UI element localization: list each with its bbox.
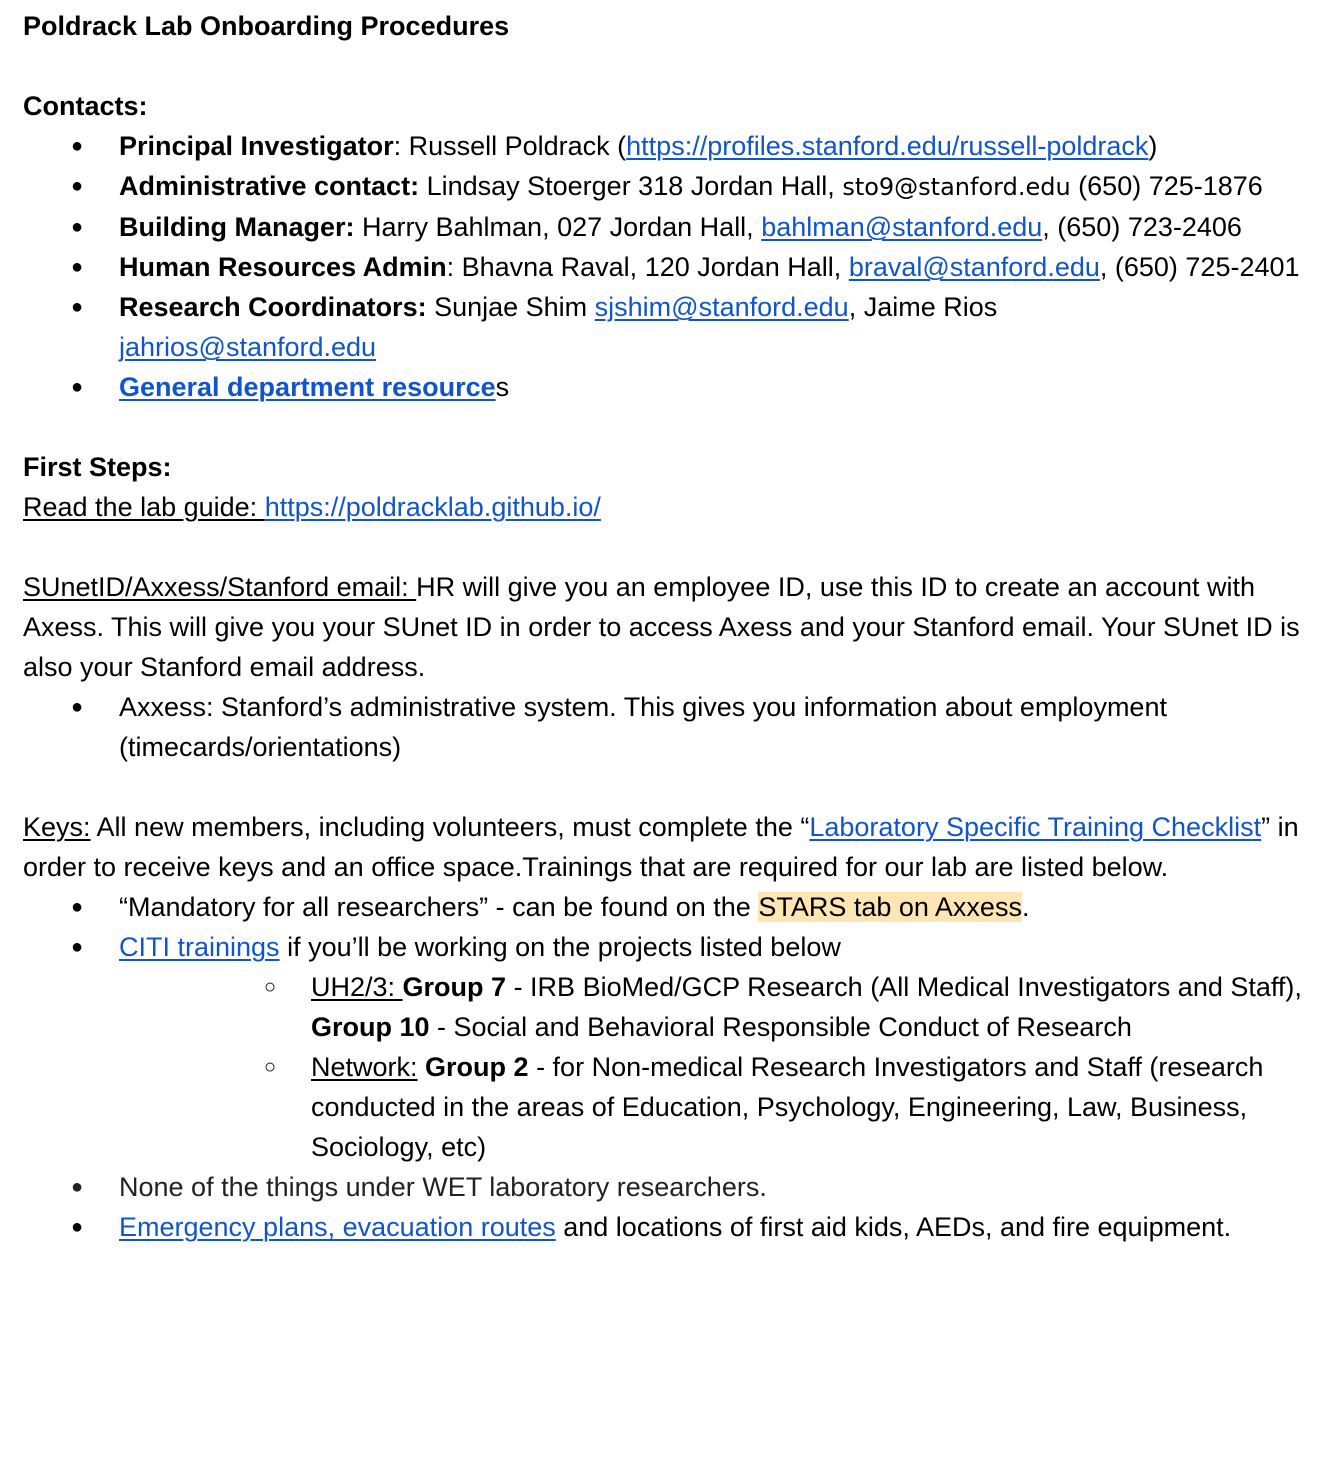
contact-admin (23, 166, 1313, 207)
building-label: Building Manager: (119, 212, 355, 242)
citi-sublist (119, 967, 1313, 1167)
contact-hr (23, 247, 1313, 287)
keys-paragraph (23, 807, 1313, 887)
group-7: Group 7 (402, 972, 507, 1002)
coordinators-label: Research Coordinators: (119, 292, 427, 322)
sunet-paragraph (23, 567, 1313, 687)
contact-resources (23, 367, 1313, 407)
first-steps-heading: First Steps: (23, 452, 172, 482)
citi-tail: if you’ll be working on the projects listed below (279, 932, 841, 962)
hr-email-link[interactable]: braval@stanford.edu (848, 252, 1100, 282)
network-label: Network: (311, 1052, 418, 1082)
admin-label: Administrative contact: (119, 171, 420, 201)
document-title: Poldrack Lab Onboarding Procedures (23, 11, 510, 41)
uh23-label: UH2/3: (311, 972, 403, 1002)
lab-guide-line (23, 487, 1313, 527)
hr-phone: , (650) 725-2401 (1099, 252, 1300, 282)
admin-email: sto9@stanford.edu (842, 173, 1071, 201)
lab-guide-link[interactable]: https://poldracklab.github.io/ (264, 492, 601, 522)
sunet-list (23, 687, 1313, 767)
keys-list (23, 887, 1313, 1247)
coordinator-2-name: , Jaime Rios (848, 292, 998, 322)
keys-text-2: ” in order to receive keys and an office space.Trainings that are required for our lab are listed below. (23, 812, 1299, 882)
keys-text-1: All new members, including volunteers, must complete the “ (90, 812, 810, 842)
contacts-list (23, 126, 1313, 407)
group-7-text: - IRB BioMed/GCP Research (All Medical Investigators and Staff), (506, 972, 1302, 1002)
contact-coordinators (23, 287, 1313, 367)
hr-text: : Bhavna Raval, 120 Jordan Hall, (446, 252, 849, 282)
coordinator-1-email-link[interactable]: sjshim@stanford.edu (594, 292, 849, 322)
hr-label: Human Resources Admin (119, 252, 447, 282)
pi-label: Principal Investigator (119, 131, 394, 161)
group-2: Group 2 (425, 1052, 529, 1082)
coordinator-1-name: Sunjae Shim (426, 292, 595, 322)
admin-phone: (650) 725-1876 (1070, 171, 1263, 201)
contacts-heading: Contacts: (23, 91, 148, 121)
department-resources-link[interactable]: General department resource (119, 372, 496, 402)
pi-name: : Russell Poldrack ( (393, 131, 627, 161)
contact-pi (23, 126, 1313, 166)
citi-sub-network (119, 1047, 1313, 1167)
mandatory-text: “Mandatory for all researchers” - can be found on the (119, 892, 759, 922)
group-2-text: - for Non-medical Research Investigators and Staff (research conducted in the areas of Education, Psychology, Engineering, Law, Business, Sociology, etc) (311, 1052, 1264, 1162)
sunet-text: HR will give you an employee ID, use this ID to create an account with Axess. This will give you your SUnet ID in order to access Axess and your Stanford email. Your SUnet ID is also your Stanford email address. (23, 572, 1300, 682)
keys-label: Keys: (23, 812, 91, 842)
citi-bullet (23, 927, 1313, 1167)
wet-bullet: ● None of the things under WET laboratory researchers. (23, 1167, 1313, 1207)
group-10: Group 10 (311, 1012, 430, 1042)
lab-guide-label: Read the lab guide: (23, 492, 265, 522)
document (23, 6, 1313, 1247)
emergency-tail: and locations of first aid kids, AEDs, and fire equipment. (555, 1212, 1232, 1242)
emergency-plans-link[interactable]: Emergency plans, evacuation routes (119, 1212, 556, 1242)
citi-trainings-link[interactable]: CITI trainings (119, 932, 280, 962)
emergency-bullet (23, 1207, 1313, 1247)
coordinator-2-email-link[interactable]: jahrios@stanford.edu (119, 332, 377, 362)
mandatory-tail: . (1021, 892, 1030, 922)
pi-profile-link[interactable]: https://profiles.stanford.edu/russell-poldrack (626, 131, 1149, 161)
admin-text: Lindsay Stoerger 318 Jordan Hall, (419, 171, 843, 201)
sunet-label: SUnetID/Axxess/Stanford email: (23, 572, 417, 602)
mandatory-bullet (23, 887, 1313, 927)
pi-tail: ) (1148, 131, 1158, 161)
citi-sub-uh23 (119, 967, 1313, 1047)
axxess-bullet: ● Axxess: Stanford’s administrative system. This gives you information about employment (timecards/orientations) (23, 687, 1313, 767)
stars-highlight: STARS tab on Axxess (758, 892, 1022, 922)
building-phone: , (650) 723-2406 (1042, 212, 1242, 242)
training-checklist-link[interactable]: Laboratory Specific Training Checklist (809, 812, 1262, 842)
group-10-text: - Social and Behavioral Responsible Conduct of Research (429, 1012, 1132, 1042)
contact-building-manager (23, 207, 1313, 247)
resources-tail: s (495, 372, 510, 402)
building-email-link[interactable]: bahlman@stanford.edu (761, 212, 1043, 242)
building-text: Harry Bahlman, 027 Jordan Hall, (354, 212, 762, 242)
